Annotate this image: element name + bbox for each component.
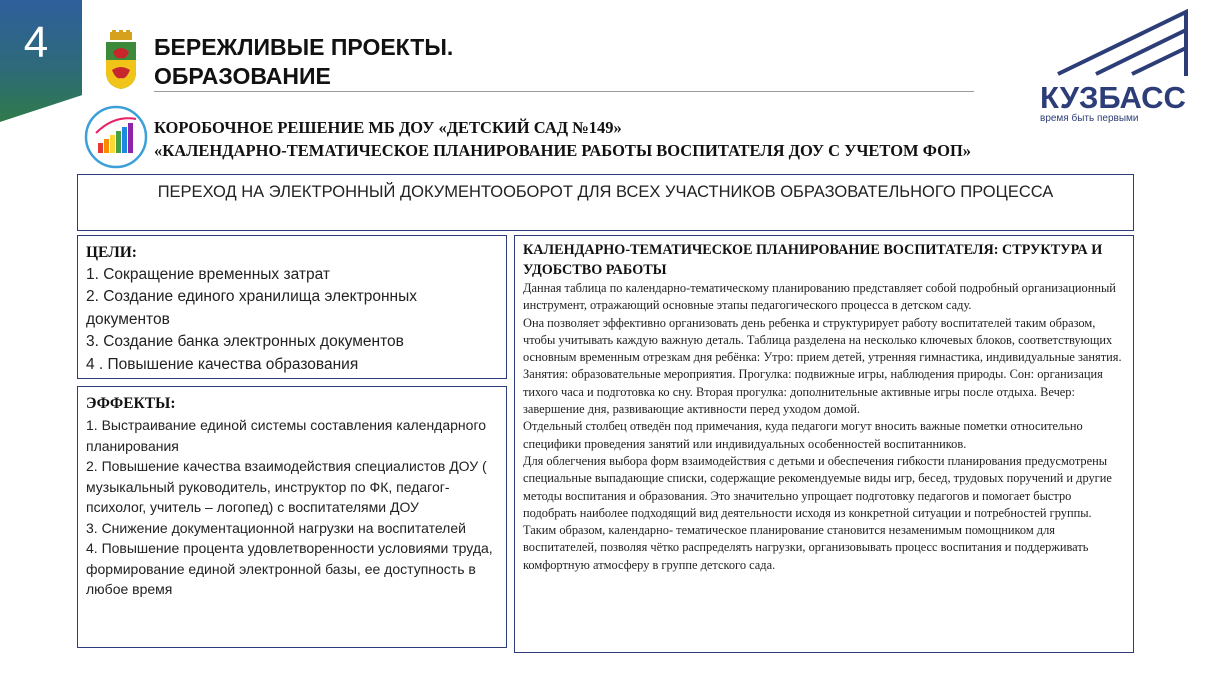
effects-item: 1. Выстраивание единой системы составления календарного планирования [86,417,487,454]
goals-item: 3. Создание банка электронных документов [86,333,404,351]
project-subtitle [154,116,971,162]
goals-heading: ЦЕЛИ: [86,244,137,261]
goals-item: 2. Создание единого хранилища электронных документов [86,288,417,328]
effects-item: 3. Снижение документационной нагрузки на воспитателей [86,519,466,536]
effects-item: 4. Повышение процента удовлетворенности условиями труда, формирование единой электронной базы, ее доступность в любое время [86,540,493,597]
transition-banner [77,174,1134,231]
coat-of-arms-icon [104,30,138,90]
title-divider [154,91,974,92]
slide-number: 4 [23,18,49,67]
effects-heading: ЭФФЕКТЫ: [86,395,176,412]
goals-item: 1. Сокращение временных затрат [86,266,330,283]
planning-paragraph: Данная таблица по календарно-тематическому планированию представляет собой подробный организационный инструмент, отражающий основные этапы педагогического процесса в детском саду. [523,281,1116,313]
effects-box [77,386,507,648]
kuzbass-name: КУЗБАСС [1040,80,1186,115]
planning-heading: КАЛЕНДАРНО-ТЕМАТИЧЕСКОЕ ПЛАНИРОВАНИЕ ВОСПИТАТЕЛЯ: СТРУКТУРА И УДОБСТВО РАБОТЫ [523,242,1103,278]
effects-item: 2. Повышение качества взаимодействия специалистов ДОУ ( музыкальный руководитель, инструктор по ФК, педагог-психолог, учитель – логопед) с воспитателями ДОУ [86,458,487,515]
goals-item: 4 . Повышение качества образования [86,355,359,373]
kuzbass-slogan: время быть первыми [1040,113,1139,124]
planning-paragraph: Отдельный столбец отведён под примечания, куда педагоги могут вносить важные пометки относительно специфики проведения занятий или индивидуальных особенностей воспитанников. [523,419,1083,451]
transition-banner-text: ПЕРЕХОД НА ЭЛЕКТРОННЫЙ ДОКУМЕНТООБОРОТ ДЛЯ ВСЕХ УЧАСТНИКОВ ОБРАЗОВАТЕЛЬНОГО ПРОЦЕССА [157,183,1054,201]
page-title [154,33,453,91]
planning-paragraph: Для облегчения выбора форм взаимодействия с детьми и обеспечения гибкости планирования предусмотрены специальные выпадающие списки, содержащие рекомендуемые виды игр, бесед, трудовых поручений и другие методы воспитания и образования. Это значительно упрощает подготовку педагогов и помогает быстро подобрать наиболее подходящий вид деятельности исходя из конкретной ситуации и потребностей группы. [523,453,1112,520]
project-subtitle-line-1: КОРОБОЧНОЕ РЕШЕНИЕ МБ ДОУ «ДЕТСКИЙ САД №149» [154,118,622,137]
page-title-line-2: ОБРАЗОВАНИЕ [154,63,331,89]
kindergarten-logo-icon [84,105,148,169]
goals-box [77,235,507,379]
project-subtitle-line-2: «КАЛЕНДАРНО-ТЕМАТИЧЕСКОЕ ПЛАНИРОВАНИЕ РАБОТЫ ВОСПИТАТЕЛЯ ДОУ С УЧЕТОМ ФОП» [154,141,972,160]
planning-paragraph: Она позволяет эффективно организовать день ребенка и структурирует работу воспитателей таким образом, чтобы учитывать каждую важную деталь. Таблица разделена на несколько ключевых блоков, соответствующих основным временным отрезкам дня ребёнка: Утро: прием детей, утренняя гимнастика, индивидуальные занятия. Занятия: образовательные мероприятия. Прогулка: подвижные игры, наблюдения природы. Сон: организация тихого часа и подготовка ко сну. Вторая прогулка: дополнительные активные игры после отдыха. Вечер: завершение дня, развивающие активности перед уходом домой. [523,315,1122,417]
page-title-line-1: БЕРЕЖЛИВЫЕ ПРОЕКТЫ. [154,34,454,60]
planning-paragraph: Таким образом, календарно- тематическое планирование становится незаменимым помощником для воспитателей, позволяя чётко распределять нагрузки, организовывать процесс воспитания и поддерживать комфортную атмосферу в группе детского сада. [523,523,1089,572]
planning-description-box [514,235,1134,653]
